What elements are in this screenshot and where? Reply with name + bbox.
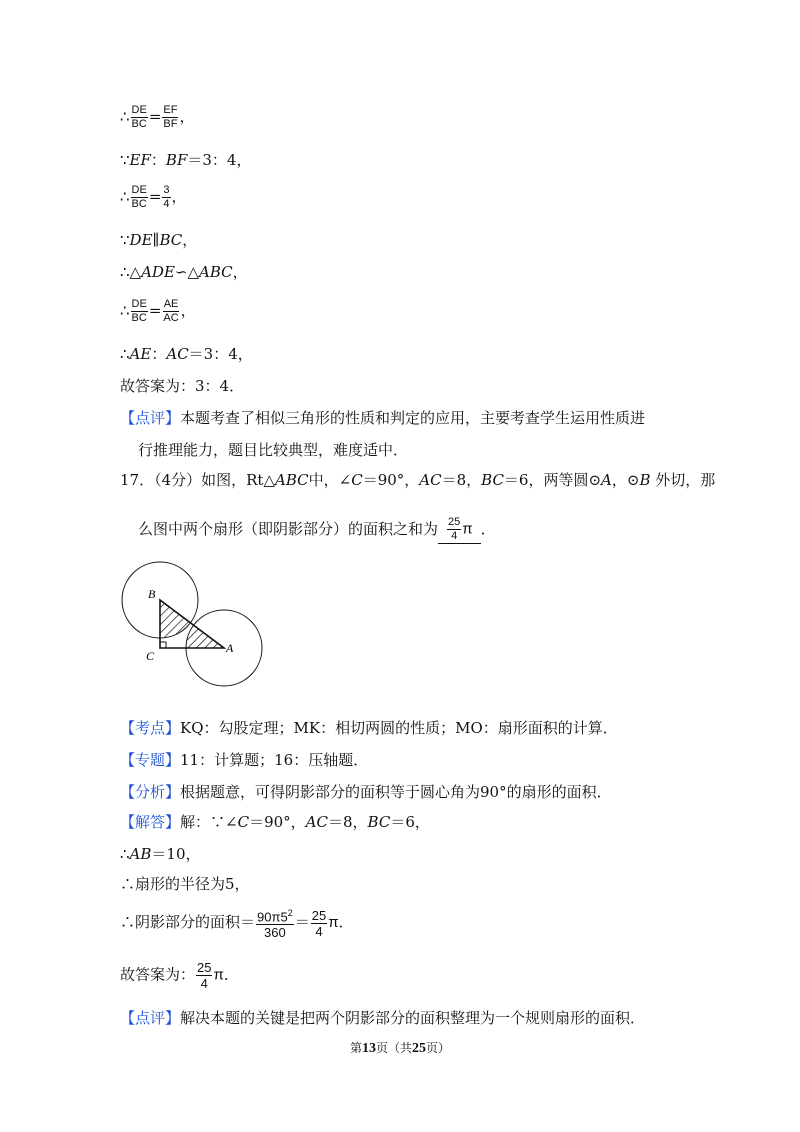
- comment-tag: 【点评】: [120, 409, 181, 427]
- label-b: B: [148, 587, 156, 601]
- final-comment: 【点评】解决本题的关键是把两个阴影部分的面积整理为一个规则扇形的面积．: [120, 1009, 646, 1027]
- line-ae-ac-ratio: ∴AE：AC＝3：4，: [120, 345, 253, 363]
- label-c: C: [146, 649, 155, 663]
- fraction-de-bc: $\frac{DE}{BC}$: [131, 184, 147, 210]
- answer-blank: $\frac{25}{4}$ π: [438, 516, 481, 544]
- topic: 【专题】11：计算题；16：压轴题．: [120, 751, 369, 769]
- fraction-de-bc: $\frac{DE}{BC}$: [131, 104, 147, 130]
- final-answer: 故答案为： $\frac{25}{4}$ π．: [120, 960, 239, 991]
- fraction-25-4: $\frac{25}{4}$: [197, 960, 212, 991]
- step-radius: ∴扇形的半径为5，: [120, 875, 250, 893]
- fraction-ef-bf: $\frac{EF}{BF}$: [163, 104, 178, 130]
- line-similar-triangles: ∴△ADE∽△ABC，: [120, 263, 248, 281]
- fraction-3-4: $\frac{3}{4}$: [163, 184, 170, 210]
- fraction-sector-formula: $\frac{90\pi 5^2}{360}$: [257, 908, 293, 941]
- right-angle-mark: [160, 642, 166, 648]
- geometry-diagram: [118, 556, 268, 692]
- problem-17-statement: 17．（4分）如图，Rt△ABC中，∠C＝90°，AC＝8，BC＝6，两等圆⊙A，⊙B 外切，那: [120, 471, 716, 489]
- fraction-25-4: $\frac{25}{4}$: [311, 907, 327, 939]
- page-footer: 第13页（共25页）: [349, 1041, 451, 1056]
- line-ratio-de-bc-3-4: ∴ $\frac{DE}{BC}$ = $\frac{3}{4}$ ，: [120, 184, 187, 210]
- step-ab: ∴AB＝10，: [120, 845, 201, 863]
- problem-17-question: 么图中两个扇形（即阴影部分）的面积之和为 $\frac{25}{4}$ π ．: [138, 516, 496, 542]
- comment-line: 【点评】本题考查了相似三角形的性质和判定的应用，主要考查学生运用性质进: [120, 409, 646, 427]
- step-area: ∴阴影部分的面积＝ $\frac{90\pi 5^2}{360}$ ＝ $\frac{25}{4}$ π．: [120, 907, 354, 941]
- analysis: 【分析】根据题意，可得阴影部分的面积等于圆心角为90°的扇形的面积．: [120, 783, 612, 801]
- solution-start: 【解答】解：∵∠C＝90°，AC＝8，BC＝6，: [120, 813, 430, 831]
- fraction-ae-ac: $\frac{AE}{AC}$: [163, 298, 179, 324]
- line-ratio-de-bc-ef-bf: ∴ $\frac{DE}{BC}$ = $\frac{EF}{BF}$ ，: [120, 104, 195, 130]
- fraction-de-bc: $\frac{DE}{BC}$: [131, 298, 147, 324]
- line-ratio-de-bc-ae-ac: ∴ $\frac{DE}{BC}$ = $\frac{AE}{AC}$ ，: [120, 298, 196, 324]
- line-de-parallel-bc: ∵DE∥BC，: [120, 231, 198, 249]
- label-a: A: [226, 641, 234, 655]
- knowledge-points: 【考点】KQ：勾股定理；MK：相切两圆的性质；MO：扇形面积的计算．: [120, 719, 618, 737]
- answer-line: 故答案为：3：4．: [120, 377, 245, 395]
- fraction-25-4: $\frac{25}{4}$: [448, 516, 461, 542]
- line-ef-bf-ratio: ∵EF：BF＝3：4，: [120, 151, 252, 169]
- comment-line-continued: 行推理能力，题目比较典型，难度适中．: [138, 441, 409, 459]
